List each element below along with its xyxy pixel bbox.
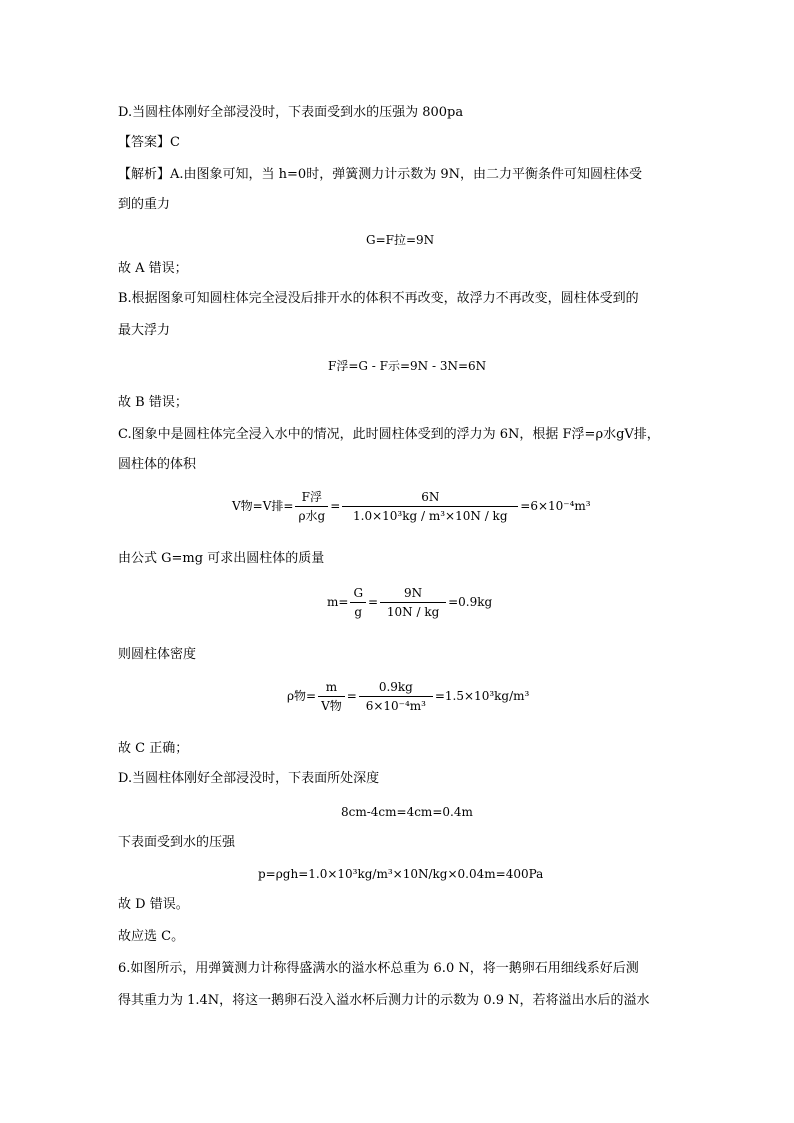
equation-depth: 8cm-4cm=4cm=0.4m: [341, 805, 473, 819]
b-line-1: B.根据图象可知圆柱体完全浸没后排开水的体积不再改变，故浮力不再改变，圆柱体受到的: [118, 291, 639, 306]
mass-result: =0.9kg: [448, 595, 493, 609]
c-mass-intro: 由公式 G=mg 可求出圆柱体的质量: [118, 551, 325, 566]
analysis-line-2: 到的重力: [118, 197, 171, 212]
equation-buoyancy: F浮=G - F示=9N - 3N=6N: [328, 359, 487, 373]
c-density-intro: 则圆柱体密度: [118, 647, 197, 662]
mass-fraction-2: $\frac{9N}{10N / kg}$: [380, 584, 446, 621]
c-conclusion: 故 C 正确；: [118, 741, 189, 756]
b-conclusion: 故 B 错误；: [118, 395, 188, 410]
option-d-text: D.当圆柱体刚好全部浸没时，下表面受到水的压强为 800pa: [118, 105, 464, 120]
equation-volume: V物=V排= $\frac{\text{F浮}}{\text{ρ水g}}$ = $\frac{6N}{\text{1.0×10³kg / m³×10N / kg}}$ =6×10⁻⁴m³: [232, 490, 591, 523]
volume-lhs: V物=V排=: [232, 499, 294, 513]
c-line-1: C.图象中是圆柱体完全浸入水中的情况，此时圆柱体受到的浮力为 6N，根据 F浮=ρ水gV排，: [118, 427, 660, 442]
equation-gravity: G=F拉=9N: [366, 233, 435, 247]
d-line-2: 下表面受到水的压强: [118, 835, 236, 850]
density-result: =1.5×10³kg/m³: [434, 689, 530, 703]
volume-fraction-1: $\frac{\text{F浮}}{\text{ρ水g}}$: [295, 488, 328, 525]
question-6-line-1: 6.如图所示，用弹簧测力计称得盛满水的溢水杯总重为 6.0 N，将一鹅卵石用细线系好后测: [118, 961, 639, 976]
equation-density: ρ物= $\frac{m}{\text{V物}}$ = $\frac{0.9kg}{\text{6×10⁻⁴m³}}$ =1.5×10³kg/m³: [287, 680, 530, 713]
c-line-2: 圆柱体的体积: [118, 457, 197, 472]
density-fraction-1: $\frac{m}{\text{V物}}$: [318, 678, 345, 715]
answer-label: 【答案】C: [118, 135, 180, 150]
equation-pressure: p=ρgh=1.0×10³kg/m³×10N/kg×0.04m=400Pa: [258, 867, 544, 881]
analysis-line-1: 【解析】A.由图象可知，当 h=0时，弹簧测力计示数为 9N，由二力平衡条件可知圆柱体受: [118, 167, 642, 182]
b-line-2: 最大浮力: [118, 323, 171, 338]
question-6-line-2: 得其重力为 1.4N，将这一鹅卵石没入溢水杯后测力计的示数为 0.9 N，若将溢出水后的溢水: [118, 993, 650, 1008]
d-line-1: D.当圆柱体刚好全部浸没时，下表面所处深度: [118, 771, 380, 786]
volume-fraction-2: $\frac{6N}{\text{1.0×10³kg / m³×10N / kg}}$: [342, 488, 518, 525]
equation-mass: m= $\frac{G}{g}$ = $\frac{9N}{10N / kg}$ =0.9kg: [327, 586, 493, 619]
mass-fraction-1: $\frac{G}{g}$: [350, 584, 366, 621]
final-choice: 故应选 C。: [118, 929, 185, 944]
d-conclusion: 故 D 错误。: [118, 897, 189, 912]
volume-result: =6×10⁻⁴m³: [520, 499, 591, 513]
a-conclusion: 故 A 错误；: [118, 261, 188, 276]
density-fraction-2: $\frac{0.9kg}{\text{6×10⁻⁴m³}}$: [359, 678, 433, 715]
